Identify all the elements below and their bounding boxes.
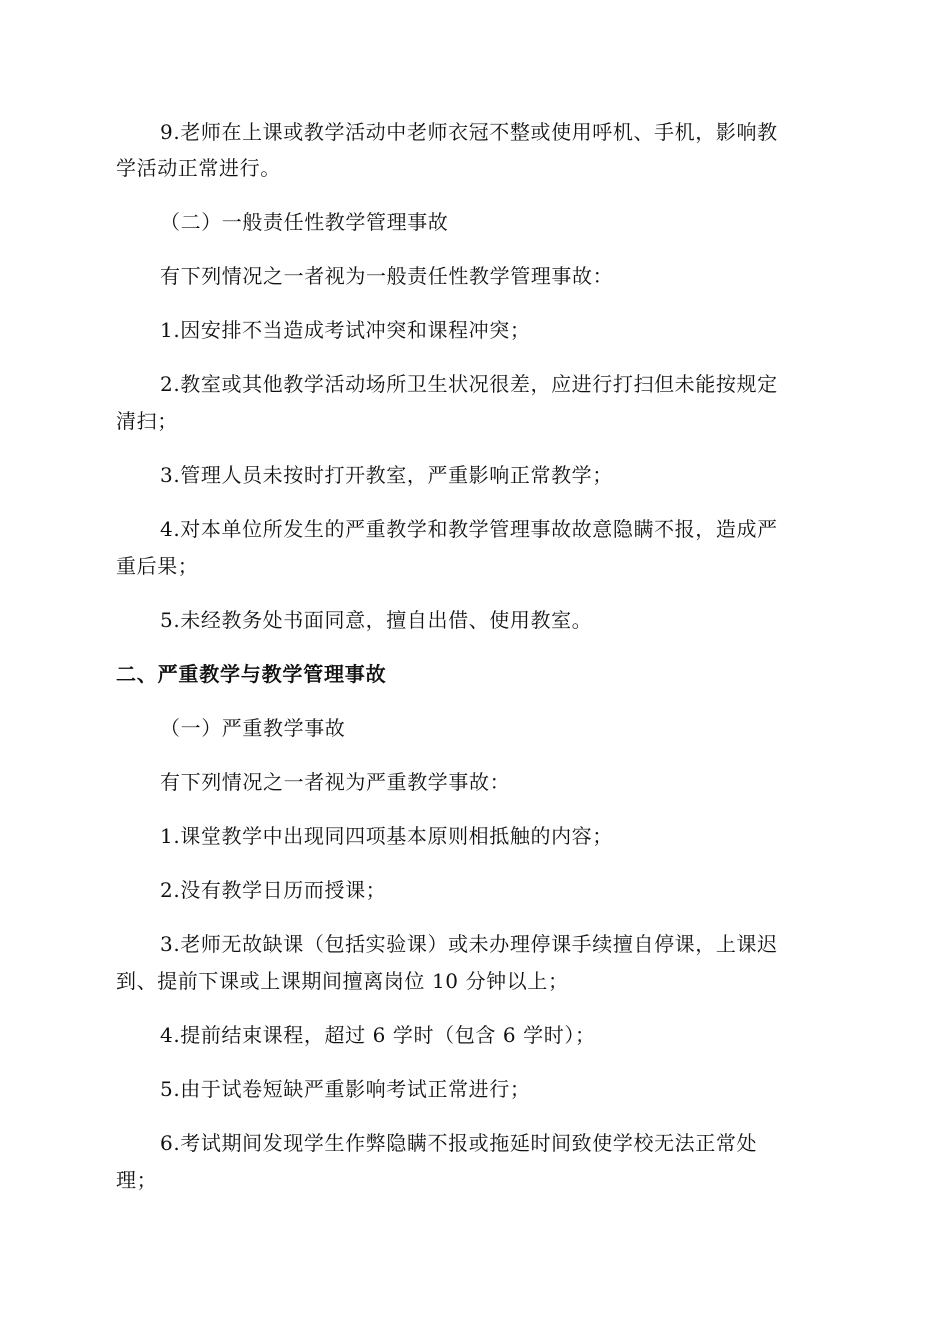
subsection-title-general-management-accident: （二）一般责任性教学管理事故 (160, 210, 449, 234)
list-item-4-line-2: 重后果； (116, 554, 199, 578)
list-item-5: 5.未经教务处书面同意，擅自出借、使用教室。 (160, 608, 593, 632)
list-item-2-line-2: 清扫； (116, 409, 178, 433)
list-item-1: 1.因安排不当造成考试冲突和课程冲突； (160, 318, 531, 342)
serious-list-item-5: 5.由于试卷短缺严重影响考试正常进行； (160, 1077, 531, 1101)
serious-list-item-6-line-2: 理； (116, 1168, 158, 1192)
list-item-4-line-1: 4.对本单位所发生的严重教学和教学管理事故故意隐瞒不报，造成严 (160, 517, 778, 541)
serious-list-item-6-line-1: 6.考试期间发现学生作弊隐瞒不报或拖延时间致使学校无法正常处 (160, 1131, 758, 1155)
serious-list-item-3-line-1: 3.老师无故缺课（包括实验课）或未办理停课手续擅自停课，上课迟 (160, 932, 778, 956)
serious-list-item-3-line-2: 到、提前下课或上课期间擅离岗位 10 分钟以上； (116, 969, 569, 993)
serious-list-item-1: 1.课堂教学中出现同四项基本原则相抵触的内容； (160, 824, 613, 848)
paragraph-item-9-line-1: 9.老师在上课或教学活动中老师衣冠不整或使用呼机、手机，影响教 (160, 120, 778, 144)
subsection-intro-general-management-accident: 有下列情况之一者视为一般责任性教学管理事故： (160, 264, 614, 288)
subsection-title-serious-teaching-accident: （一）严重教学事故 (160, 716, 346, 740)
serious-list-item-2: 2.没有教学日历而授课； (160, 878, 387, 902)
list-item-2-line-1: 2.教室或其他教学活动场所卫生状况很差，应进行打扫但未能按规定 (160, 372, 778, 396)
section-title-serious-accidents: 二、严重教学与教学管理事故 (116, 662, 387, 686)
serious-list-item-4: 4.提前结束课程，超过 6 学时（包含 6 学时）； (160, 1023, 596, 1047)
subsection-intro-serious-teaching-accident: 有下列情况之一者视为严重教学事故： (160, 770, 511, 794)
paragraph-item-9-line-2: 学活动正常进行。 (116, 156, 281, 180)
list-item-3: 3.管理人员未按时打开教室，严重影响正常教学； (160, 463, 613, 487)
